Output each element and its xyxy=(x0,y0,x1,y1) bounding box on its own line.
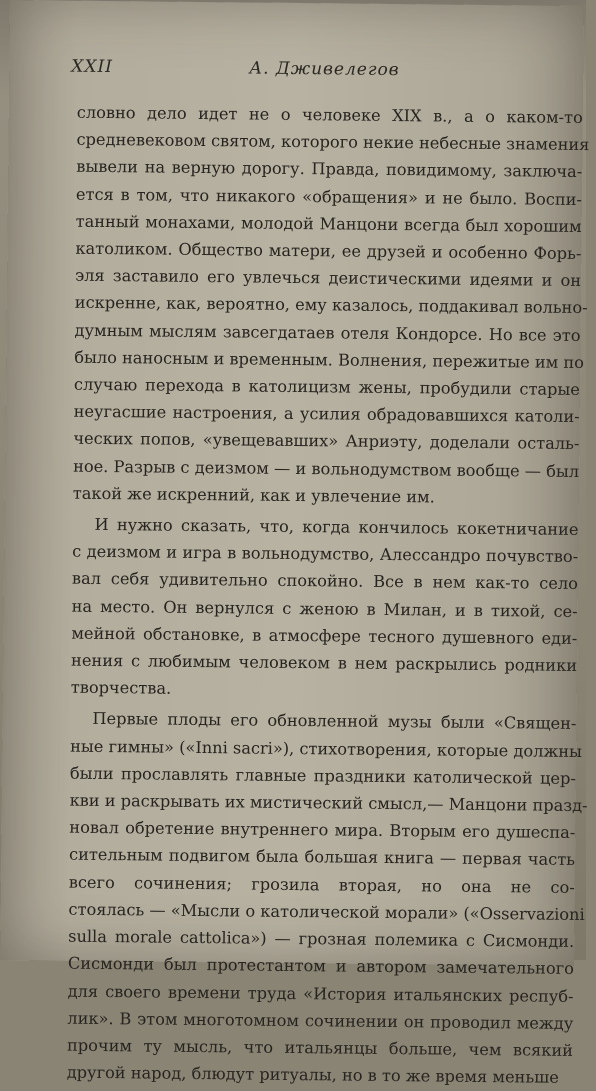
text-line: было наносным и временным. Волнения, пережитые им по xyxy=(74,347,585,372)
text-line: сительным подвигом была большая книга — первая часть xyxy=(68,845,576,870)
running-head-author: А. Дживелегов xyxy=(249,58,400,81)
text-line: средневековом святом, которого некие небесные знамения xyxy=(76,129,590,155)
text-line: такой же искренний, как и увлечение им. xyxy=(72,483,435,507)
text-line: кви и раскрывать их мистический смысл,— Манцони празд- xyxy=(69,790,588,816)
text-line: ное. Разрыв с деизмом — и вольнодумством вообще — был xyxy=(73,456,580,481)
text-line: были прославлять главные праздники католической цер- xyxy=(69,763,576,788)
text-line: нения с любимым человеком в нем раскрылись родники xyxy=(70,650,578,676)
text-line: ческих попов, «увещевавших» Анриэту, доделали осталь- xyxy=(73,429,580,454)
text-line: ные гимны» («Inni sacri»), стихотворения, которые должны xyxy=(70,736,583,761)
text-line: случаю перехода в католицизм жены, пробудили старые xyxy=(73,374,581,400)
text-line: вал себя удивительно спокойно. Все в нем как-то село xyxy=(71,569,579,594)
text-line: другой народ, блюдут ритуалы, но в то же время меньше xyxy=(66,1062,559,1087)
text-line: ется в том, что никакого «обращения» и не было. Воспи- xyxy=(75,184,583,209)
paragraph xyxy=(71,511,579,707)
text-line: sulla morale cattolica») — грозная полемика с Сисмонди. xyxy=(68,926,575,952)
body-text xyxy=(66,99,590,1091)
text-line: католиком. Общество матери, ее друзей и особенно Форь- xyxy=(75,238,582,264)
text-line: И нужно сказать, что, когда кончилось кокетничание xyxy=(94,514,579,540)
text-line: для своего времени труда «История итальянских респуб- xyxy=(67,981,574,1006)
page-number: XXII xyxy=(71,56,114,78)
text-line: стоялась — «Мысли о католической морали» («Osservazioni xyxy=(68,899,585,924)
text-line: на место. Он вернулся с женою в Милан, и в тихой, се- xyxy=(71,596,578,621)
text-line: Сисмонди был протестантом и автором замечательного xyxy=(67,953,574,979)
text-line: словно дело идет не о человеке XIX в., а о каком-то xyxy=(76,102,583,128)
paragraph xyxy=(72,99,590,512)
text-line: эля заставило его увлечься деистическими идеями и он xyxy=(75,265,582,291)
paragraph xyxy=(66,705,588,1091)
text-line: вывели на верную дорогу. Правда, повидимому, заключа- xyxy=(76,157,583,182)
text-line: думным мыслям завсегдатаев отеля Кондорсе. Но все это xyxy=(74,320,581,345)
running-head xyxy=(71,57,559,90)
text-line: с деизмом и игра в вольнодумство, Алессандро почувство- xyxy=(72,541,579,567)
text-line: лик». В этом многотомном сочинении он проводил между xyxy=(67,1008,574,1033)
text-line: новал обретение внутреннего мира. Вторым его душеспа- xyxy=(69,817,576,843)
text-line: неугасшие настроения, а усилия обрадовавшихся католи- xyxy=(73,401,580,427)
text-line: Первые плоды его обновленной музы были «Священ- xyxy=(92,709,577,734)
text-line: танный монахами, молодой Манцони всегда был хорошим xyxy=(75,211,582,236)
text-line: прочим ту мысль, что итальянцы больше, чем всякий xyxy=(66,1035,574,1060)
text-line: творчества. xyxy=(70,677,172,698)
text-line: всего сочинения; грозила вторая, но она не со- xyxy=(68,872,575,897)
text-line: мейной обстановке, в атмосфере тесного душевного еди- xyxy=(71,623,578,648)
text-line: искренне, как, вероятно, ему казалось, поддакивал вольно- xyxy=(74,293,588,318)
